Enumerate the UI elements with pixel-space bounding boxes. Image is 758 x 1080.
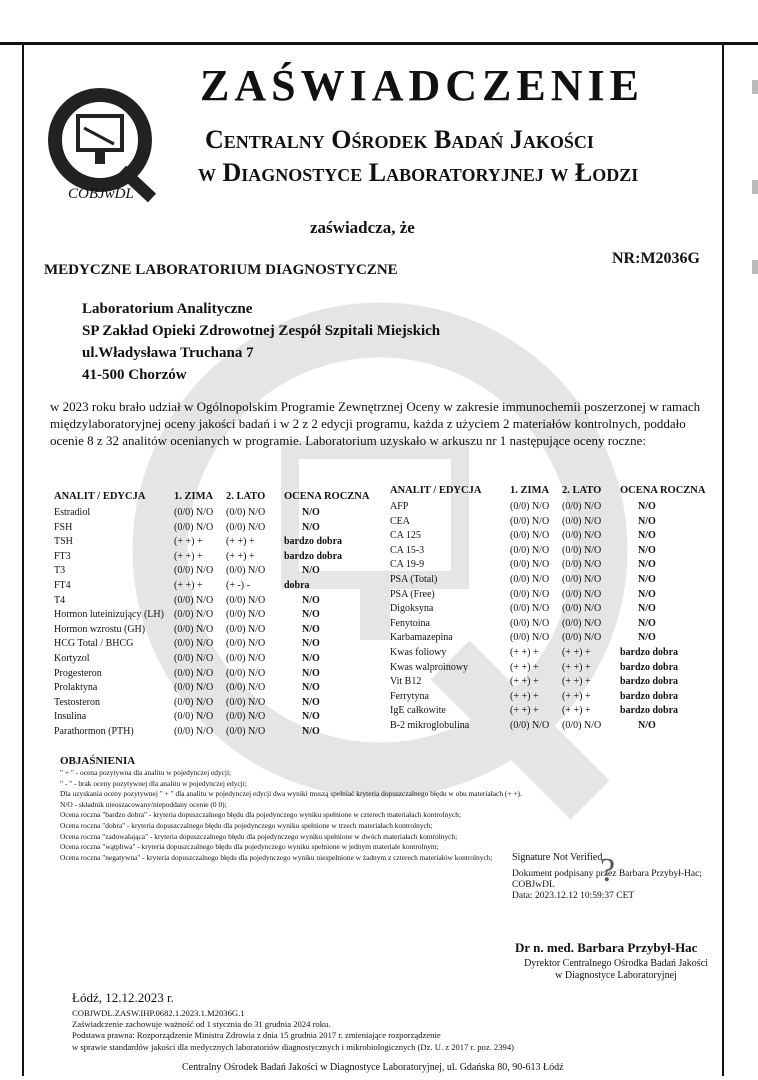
annual-rating-cell: N/O [302,653,320,664]
annual-rating-cell: N/O [302,682,320,694]
footer-details [72,1008,514,1053]
summer-cell: (+ +) + [562,690,591,702]
winter-cell: (0/0) N/O [510,720,550,731]
summer-cell: (0/0) N/O [562,530,602,542]
analyte-cell: B-2 mikroglobulina [390,720,470,731]
summer-cell: (0/0) N/O [226,507,266,518]
summer-cell: (+ +) + [562,705,591,717]
explanations [60,754,700,863]
annual-rating-cell: bardzo dobra [620,647,679,658]
winter-cell: (0/0) N/O [174,696,214,708]
analyte-cell: HCG Total / BHCG [54,638,134,650]
summer-cell: (0/0) N/O [562,617,602,629]
summer-cell: (0/0) N/O [226,726,266,737]
question-mark-icon: ? [600,852,616,889]
signatory-name: Dr n. med. Barbara Przybył-Hac [515,940,698,955]
winter-cell: (0/0) N/O [174,507,214,518]
explanation-line: Ocena roczna "negatywna" - kryteria dopuszczalnego błędu dla pojedynczego wyniku niespełnione w żadnym z czterech materiałów kontrolnych; [60,852,493,862]
winter-cell: (0/0) N/O [510,574,550,585]
summer-cell: (+ +) + [562,661,591,673]
winter-cell: (0/0) N/O [174,594,214,606]
annual-rating-cell: dobra [284,580,310,591]
summer-cell: (0/0) N/O [562,574,602,585]
certifies-text: zaświadcza, że [310,218,415,237]
annual-rating-cell: N/O [638,632,656,644]
analyte-cell: Kwas walproinowy [390,661,469,673]
summer-cell: (0/0) N/O [562,632,602,644]
winter-cell: (0/0) N/O [174,711,214,723]
role-line: Dyrektor Centralnego Ośrodka Badań Jakości [524,958,708,969]
analyte-cell: Digoksyna [390,603,434,615]
summer-cell: (+ +) + [226,536,255,548]
annual-rating-cell: bardzo dobra [620,705,679,717]
annual-rating-cell: N/O [638,588,656,600]
winter-cell: (0/0) N/O [174,653,214,664]
analyte-cell: CEA [390,515,410,527]
logo-text: COBJwDL [68,186,134,202]
results-table-left [54,490,384,745]
org-name-line1: Centralny Ośrodek Badań Jakości [205,125,594,154]
signature-line: COBJwDL [512,880,555,890]
reference-number: COBJWDL.ZASW.IHP.0682.1.2023.1.M2036G.1 [72,1008,245,1018]
annual-rating-cell: N/O [638,559,656,571]
summer-cell: (0/0) N/O [226,565,266,577]
winter-cell: (+ +) + [510,705,539,717]
summer-cell: (0/0) N/O [562,720,602,731]
summer-cell: (+ +) + [226,550,255,562]
signature-status: Signature Not Verified [512,852,603,863]
analyte-cell: PSA (Free) [390,588,435,600]
org-name-line2: w Diagnostyce Laboratoryjnej w Łodzi [198,158,639,187]
annual-rating-cell: N/O [638,720,656,731]
annual-rating-cell: N/O [638,574,656,585]
address-line: ul.Władysława Truchana 7 [82,345,254,361]
explanation-line: Ocena roczna "zadowalająca" - kryteria dopuszczalnego błędu dla pojedynczego wyniku spełnione w dwóch materiałach kontrolnych; [60,831,458,841]
analyte-cell: T3 [54,565,66,577]
annual-rating-cell: N/O [302,726,320,737]
scan-mark [752,80,758,94]
role-line: w Diagnostyce Laboratoryjnej [555,970,677,981]
summer-cell: (0/0) N/O [562,544,602,556]
winter-cell: (+ +) + [174,536,203,548]
winter-cell: (0/0) N/O [510,544,550,556]
winter-cell: (0/0) N/O [174,521,214,533]
analyte-cell: AFP [390,501,409,512]
summer-cell: (0/0) N/O [562,559,602,571]
explanation-line: Ocena roczna "wątpliwa" - kryteria dopuszczalnego błędu dla pojedynczego wyniku spełnione w jednym materiale kontrolnym; [60,842,439,852]
table-header-annual: OCENA ROCZNA [620,485,706,496]
annual-rating-cell: N/O [302,565,320,577]
table-header-summer: 2. LATO [562,485,602,496]
explanation-line: Dla uzyskania oceny pozytywnej " + " dla analitu w pojedynczej edycji dwa wyniki muszą spełniać kryteria dopuszczalnego błędu w obu materiałach (+ +). [60,789,522,799]
winter-cell: (+ +) + [510,661,539,673]
analyte-cell: Hormon wzrostu (GH) [54,623,146,635]
analyte-cell: Insulina [54,711,87,723]
table-header-summer: 2. LATO [226,491,266,502]
winter-cell: (0/0) N/O [174,667,214,679]
document-title: ZAŚWIADCZENIE [200,61,644,110]
annual-rating-cell: N/O [638,515,656,527]
analyte-cell: FSH [54,521,73,533]
lab-address [82,298,440,386]
summer-cell: (0/0) N/O [226,653,266,664]
annual-rating-cell: N/O [638,544,656,556]
winter-cell: (0/0) N/O [510,632,550,644]
analyte-cell: CA 15-3 [390,544,425,556]
analyte-cell: Kortyzol [54,653,90,664]
table-header-winter: 1. ZIMA [174,491,214,502]
footer-address: Centralny Ośrodek Badań Jakości w Diagnostyce Laboratoryjnej, ul. Gdańska 80, 90-613 Łódź [182,1062,564,1073]
annual-rating-cell: bardzo dobra [620,690,679,702]
signature-line: Data: 2023.12.12 10:59:37 CET [512,891,635,901]
analyte-cell: T4 [54,594,66,606]
annual-rating-cell: N/O [302,711,320,723]
table-header-analyte: ANALIT / EDYCJA [390,485,482,496]
winter-cell: (0/0) N/O [510,501,550,512]
summer-cell: (0/0) N/O [226,667,266,679]
analyte-cell: Fenytoina [390,617,430,629]
analyte-cell: Progesteron [54,667,102,679]
winter-cell: (0/0) N/O [174,682,214,694]
annual-rating-cell: N/O [302,638,320,650]
summer-cell: (+ -) - [226,580,250,591]
table-header-analyte: ANALIT / EDYCJA [54,491,146,502]
annual-rating-cell: N/O [302,696,320,708]
analyte-cell: CA 125 [390,530,421,542]
summer-cell: (0/0) N/O [226,711,266,723]
signature-line: Dokument podpisany przez Barbara Przybył-Hac; [512,869,702,879]
summer-cell: (0/0) N/O [562,501,602,512]
annual-rating-cell: N/O [638,603,656,615]
winter-cell: (0/0) N/O [510,515,550,527]
analyte-cell: IgE całkowite [390,705,446,717]
annual-rating-cell: N/O [302,594,320,606]
summer-cell: (+ +) + [562,676,591,688]
table-header-annual: OCENA ROCZNA [284,491,370,502]
summer-cell: (0/0) N/O [226,521,266,533]
table-header-winter: 1. ZIMA [510,485,550,496]
winter-cell: (+ +) + [174,550,203,562]
annual-rating-cell: N/O [302,609,320,621]
lab-name: MEDYCZNE LABORATORIUM DIAGNOSTYCZNE [44,262,398,278]
scan-mark [752,260,758,274]
summer-cell: (0/0) N/O [226,609,266,621]
analyte-cell: FT4 [54,580,71,591]
address-line: 41-500 Chorzów [82,367,187,383]
intro-paragraph: w 2023 roku brało udział w Ogólnopolskim Programie Zewnętrznej Oceny w zakresie immunochemii poszerzonej w ramach międzylaboratoryjnej oceny jakości badań i w 2 z 2 edycji programu, każda z użyciem 2 materiałów kontrolnych, poddało ocenie 8 z 32 analitów ocenianych w programie. Laboratorium uzyskało w arkuszu nr 1 następujące oceny roczne: [50,399,701,448]
scan-mark [752,180,758,194]
winter-cell: (0/0) N/O [174,638,214,650]
analyte-cell: Testosteron [54,696,100,708]
address-line: Laboratorium Analityczne [82,301,253,317]
analyte-cell: Kwas foliowy [390,647,447,658]
winter-cell: (0/0) N/O [510,530,550,542]
winter-cell: (+ +) + [510,676,539,688]
summer-cell: (0/0) N/O [226,594,266,606]
annual-rating-cell: bardzo dobra [284,536,343,548]
place-date: Łódź, 12.12.2023 r. [72,990,174,1005]
explanation-line: Ocena roczna "bardzo dobra" - kryteria dopuszczalnego błędu dla pojedynczego wyniku spełnione w czterech materiałach kontrolnych; [60,810,462,820]
summer-cell: (0/0) N/O [562,515,602,527]
summer-cell: (+ +) + [562,647,591,658]
annual-rating-cell: N/O [638,530,656,542]
annual-rating-cell: bardzo dobra [284,550,343,562]
winter-cell: (+ +) + [174,580,203,591]
explanation-line: Ocena roczna "dobra" - kryteria dopuszczalnego błędu dla pojedynczego wyniku spełnione w trzech materiałach kontrolnych; [60,820,433,830]
winter-cell: (0/0) N/O [510,617,550,629]
winter-cell: (0/0) N/O [510,603,550,615]
certificate-number: NR:M2036G [612,250,700,267]
annual-rating-cell: N/O [302,507,320,518]
address-line: SP Zakład Opieki Zdrowotnej Zespół Szpitali Miejskich [82,323,441,339]
analyte-cell: Vit B12 [390,676,422,688]
analyte-cell: Prolaktyna [54,682,98,694]
analyte-cell: Estradiol [54,507,91,518]
analyte-cell: Parathormon (PTH) [54,726,134,737]
explanation-line: " + " - ocena pozytywna dla analitu w pojedynczej edycji; [60,768,232,777]
summer-cell: (0/0) N/O [226,682,266,694]
summer-cell: (0/0) N/O [226,638,266,650]
analyte-cell: Karbamazepina [390,632,453,644]
annual-rating-cell: bardzo dobra [620,676,679,688]
annual-rating-cell: bardzo dobra [620,661,679,673]
winter-cell: (0/0) N/O [510,588,550,600]
analyte-cell: Hormon luteinizujący (LH) [54,609,164,621]
analyte-cell: PSA (Total) [390,574,438,585]
winter-cell: (0/0) N/O [174,726,214,737]
results-table-right [390,484,720,739]
winter-cell: (0/0) N/O [174,609,214,621]
summer-cell: (0/0) N/O [226,696,266,708]
analyte-cell: CA 19-9 [390,559,425,571]
analyte-cell: FT3 [54,550,71,562]
winter-cell: (0/0) N/O [510,559,550,571]
legal-basis-line: w sprawie standardów jakości dla medycznych laboratoriów diagnostycznych i mikrobiologicznych (Dz. U. z 2017 r. poz. 2394) [72,1041,514,1052]
summer-cell: (0/0) N/O [562,588,602,600]
annual-rating-cell: N/O [638,617,656,629]
annual-rating-cell: N/O [302,667,320,679]
winter-cell: (0/0) N/O [174,623,214,635]
explanations-heading: OBJAŚNIENIA [60,755,136,767]
validity-text: Zaświadczenie zachowuje ważność od 1 stycznia do 31 grudnia 2024 roku. [72,1019,331,1030]
signatory-role [516,958,716,982]
annual-rating-cell: N/O [302,623,320,635]
summer-cell: (0/0) N/O [226,623,266,635]
analyte-cell: TSH [54,536,73,548]
explanation-line: " - " - brak oceny pozytywnej dla analitu w pojedynczej edycji; [60,778,247,788]
annual-rating-cell: N/O [638,501,656,512]
legal-basis-line: Podstawa prawna: Rozporządzenie Ministra Zdrowia z dnia 15 grudnia 2017 r. zmieniające rozporządzenie [72,1030,441,1041]
annual-rating-cell: N/O [302,521,320,533]
analyte-cell: Ferrytyna [390,690,429,702]
winter-cell: (0/0) N/O [174,565,214,577]
explanation-line: N/O - składnik nieoszacowany/niepoddany ocenie (0 0); [60,799,227,809]
winter-cell: (+ +) + [510,690,539,702]
summer-cell: (0/0) N/O [562,603,602,615]
winter-cell: (+ +) + [510,647,539,658]
